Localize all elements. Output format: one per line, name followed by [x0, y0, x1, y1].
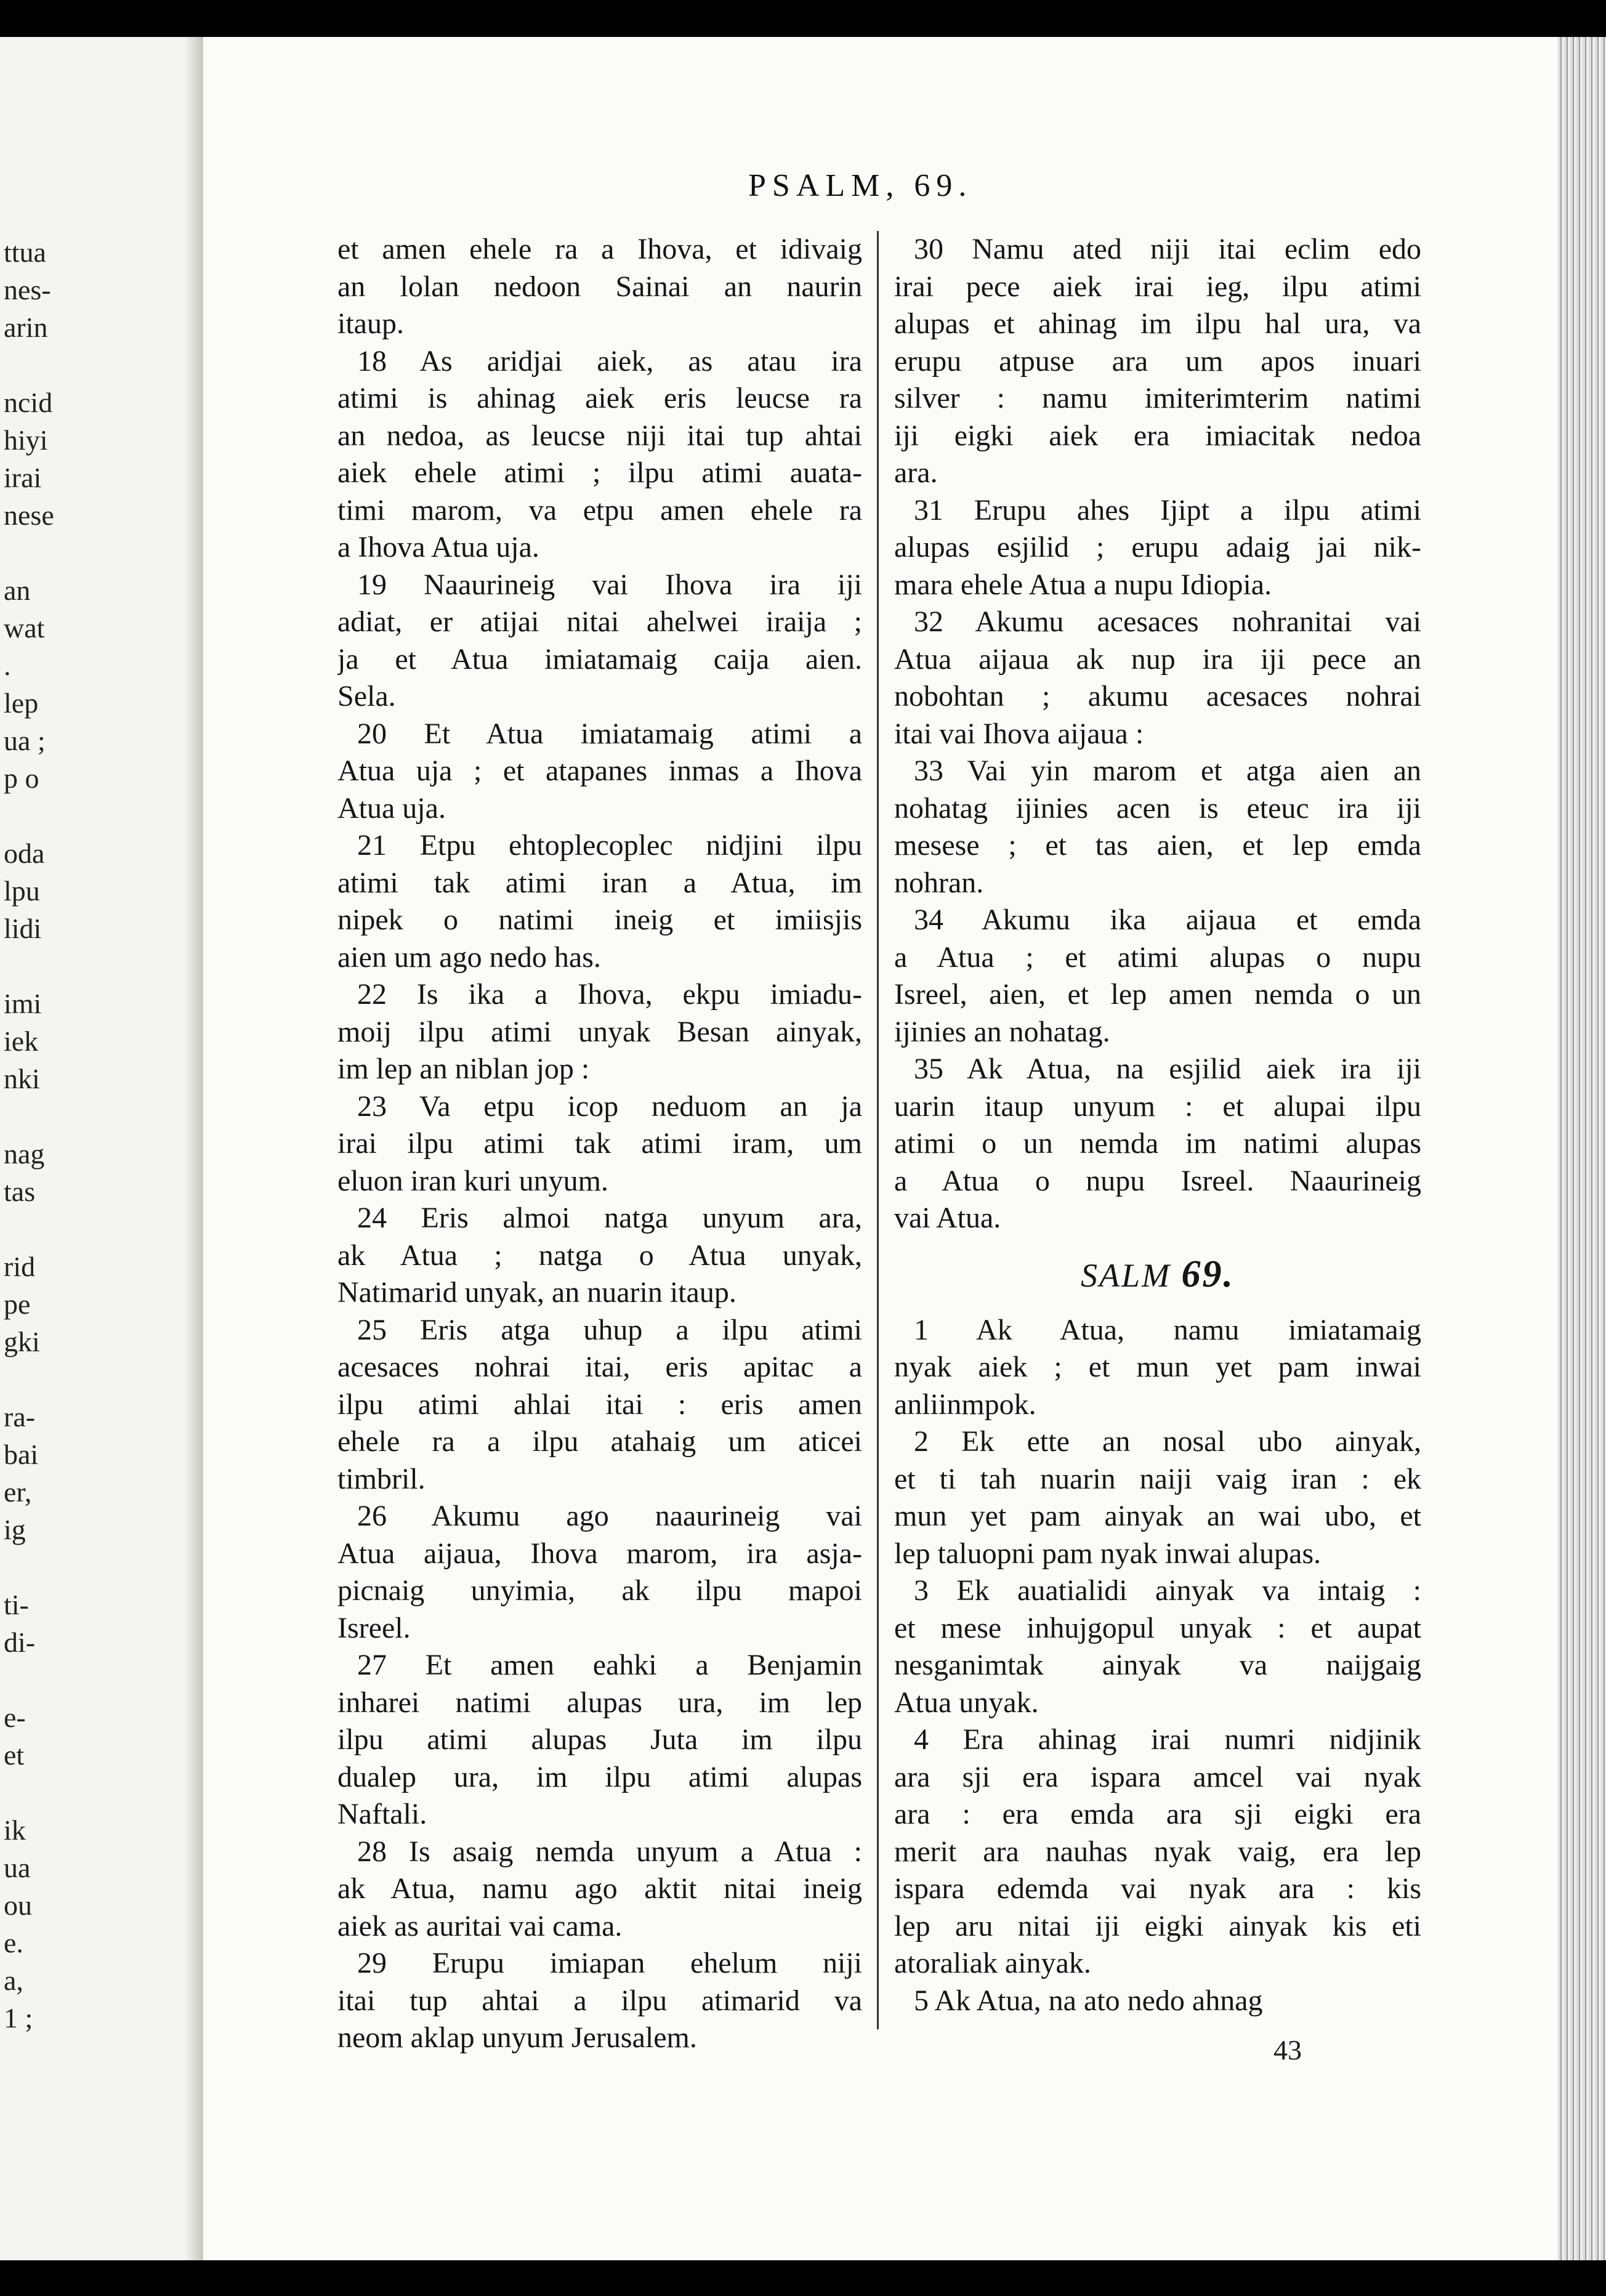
text-line: 29 Erupu imiapan ehelum niji — [357, 1947, 862, 1979]
text-line: nobohtan ; akumu acesaces nohrai — [894, 680, 1421, 713]
facing-page-line: lpu — [4, 875, 40, 907]
text-line: ilpu atimi ahlai itai : eris amen — [337, 1388, 862, 1421]
facing-page-line: nag — [4, 1138, 45, 1170]
text-line: ispara edemda vai nyak ara : kis — [894, 1872, 1421, 1905]
text-line: 31 Erupu ahes Ijipt a ilpu atimi — [914, 493, 1421, 527]
text-line: 30 Namu ated niji itai eclim edo — [914, 233, 1421, 265]
text-line: aien um ago nedo has. — [337, 940, 601, 974]
section-heading-number: 69. — [1181, 1253, 1235, 1295]
text-line: im lep an niblan jop : — [337, 1053, 590, 1085]
text-line: lep taluopni pam nyak inwai alupas. — [894, 1537, 1322, 1570]
page-edges — [1558, 37, 1606, 2260]
text-line: nesganimtak ainyak va naijgaig — [894, 1649, 1421, 1681]
facing-page-line: ik — [4, 1814, 26, 1846]
text-line: 20 Et Atua imiatamaig atimi a — [357, 717, 862, 750]
text-line: 34 Akumu ika aijaua et emda — [914, 903, 1421, 936]
text-line: Isreel, aien, et lep amen nemda o un — [894, 978, 1421, 1011]
text-line: irai ilpu atimi tak atimi iram, um — [337, 1127, 862, 1160]
facing-page-line: a, — [4, 1965, 23, 1996]
facing-page-line: lep — [4, 687, 39, 719]
text-line: atoraliak ainyak. — [894, 1947, 1091, 1979]
text-line: Sela. — [337, 680, 396, 713]
text-line: 35 Ak Atua, na esjilid aiek ira iji — [914, 1053, 1421, 1085]
text-line: mun yet pam ainyak an wai ubo, et — [894, 1500, 1421, 1532]
text-line: 27 Et amen eahki a Benjamin — [357, 1649, 862, 1681]
text-line: nipek o natimi ineig et imiisjis — [337, 903, 862, 936]
text-line: et ti tah nuarin naiji vaig iran : ek — [894, 1462, 1421, 1495]
text-line: 33 Vai yin marom et atga aien an — [914, 754, 1421, 787]
text-line: timi marom, va etpu amen ehele ra — [337, 493, 862, 527]
text-line: a Atua ; et atimi alupas o nupu — [894, 940, 1421, 974]
text-line: 18 As aridjai aiek, as atau ira — [357, 344, 862, 378]
facing-page-line: bai — [4, 1439, 39, 1470]
text-line: aiek ehele atimi ; ilpu atimi auata- — [337, 456, 862, 489]
text-line: atimi tak atimi iran a Atua, im — [337, 866, 862, 899]
text-line: 23 Va etpu icop neduom an ja — [357, 1089, 862, 1123]
facing-page-line: rid — [4, 1251, 36, 1282]
facing-page-line: p o — [4, 762, 39, 794]
text-line: itai tup ahtai a ilpu atimarid va — [337, 1984, 862, 2017]
facing-page-line: ig — [4, 1514, 26, 1545]
text-line: Natimarid unyak, an nuarin itaup. — [337, 1276, 736, 1309]
section-heading-label: SALM — [1081, 1256, 1171, 1294]
text-line: irai pece aiek irai ieg, ilpu atimi — [894, 270, 1421, 303]
text-line: 24 Eris almoi natga unyum ara, — [357, 1202, 862, 1234]
text-line: aiek as auritai vai cama. — [337, 1909, 623, 1942]
text-line: ara : era emda ara sji eigki era — [894, 1798, 1421, 1830]
text-line: lep aru nitai iji eigki ainyak kis eti — [894, 1909, 1421, 1942]
text-line: moij ilpu atimi unyak Besan ainyak, — [337, 1015, 862, 1048]
facing-page-line: . — [4, 650, 11, 681]
text-line: 1 Ak Atua, namu imiatamaig — [914, 1313, 1421, 1346]
text-line: atimi is ahinag aiek eris leucse ra — [337, 382, 862, 414]
running-header: PSALM, 69. — [748, 168, 973, 203]
text-line: ara. — [894, 456, 938, 489]
text-line: inharei natimi alupas ura, im lep — [337, 1686, 862, 1719]
text-line: 22 Is ika a Ihova, ekpu imiadu- — [357, 978, 862, 1011]
facing-page-line: 1 ; — [4, 2002, 33, 2034]
text-line: mesese ; et tas aien, et lep emda — [894, 829, 1421, 862]
facing-page-line: ou — [4, 1890, 32, 1921]
text-line: 21 Etpu ehtoplecoplec nidjini ilpu — [357, 829, 862, 862]
column-rule — [877, 231, 879, 2029]
text-line: acesaces nohrai itai, eris apitac a — [337, 1351, 862, 1383]
text-line: alupas esjilid ; erupu adaig jai nik- — [894, 531, 1421, 564]
facing-page-line: di- — [4, 1627, 36, 1658]
text-line: ak Atua ; natga o Atua unyak, — [337, 1239, 862, 1272]
facing-page-line: ua — [4, 1852, 31, 1883]
text-line: an lolan nedoon Sainai an naurin — [337, 270, 862, 303]
facing-page-line: wat — [4, 612, 45, 644]
text-line: ijinies an nohatag. — [894, 1015, 1110, 1048]
text-line: Naftali. — [337, 1798, 427, 1830]
text-line: iji eigki aiek era imiacitak nedoa — [894, 419, 1421, 452]
text-line: adiat, er atijai nitai ahelwei iraija ; — [337, 605, 862, 638]
text-line: nohatag ijinies acen is eteuc ira iji — [894, 791, 1421, 825]
facing-page-line: tas — [4, 1176, 36, 1207]
facing-page-line: e- — [4, 1702, 26, 1733]
facing-page-line: ti- — [4, 1589, 29, 1620]
text-line: Atua uja. — [337, 791, 446, 825]
facing-page-line: er, — [4, 1476, 32, 1508]
facing-page-line: oda — [4, 838, 45, 869]
text-line: 28 Is asaig nemda unyum a Atua : — [357, 1835, 862, 1868]
facing-page-line: nese — [4, 499, 54, 531]
page-number: 43 — [1273, 2034, 1302, 2066]
text-line: et amen ehele ra a Ihova, et idivaig — [337, 233, 862, 265]
facing-page-line: lidi — [4, 913, 42, 944]
text-line: an nedoa, as leucse niji itai tup ahtai — [337, 419, 862, 452]
psalm-69-text — [894, 1312, 1421, 2020]
text-line: 3 Ek auatialidi ainyak va intaig : — [914, 1574, 1421, 1607]
text-line: 4 Era ahinag irai numri nidjinik — [914, 1723, 1421, 1756]
facing-page-line: irai — [4, 462, 42, 493]
text-line: nyak aiek ; et mun yet pam inwai — [894, 1351, 1421, 1383]
text-line: mara ehele Atua a nupu Idiopia. — [894, 568, 1272, 601]
facing-page-line: arin — [4, 312, 48, 343]
text-line: atimi o un nemda im natimi alupas — [894, 1127, 1421, 1160]
text-line: 25 Eris atga uhup a ilpu atimi — [357, 1313, 862, 1346]
facing-page-line: an — [4, 575, 31, 606]
text-line: itaup. — [337, 307, 404, 340]
text-line: nohran. — [894, 866, 984, 899]
text-line: ja et Atua imiatamaig caija aien. — [337, 642, 862, 676]
text-line: Atua unyak. — [894, 1686, 1039, 1719]
text-line: uarin itaup unyum : et alupai ilpu — [894, 1089, 1421, 1123]
facing-page-line: ra- — [4, 1401, 36, 1433]
text-line: erupu atpuse ara um apos inuari — [894, 344, 1421, 378]
text-line: itai vai Ihova aijaua : — [894, 717, 1144, 750]
text-line: 5 Ak Atua, na ato nedo ahnag — [914, 1984, 1263, 2017]
text-line: picnaig unyimia, ak ilpu mapoi — [337, 1574, 862, 1607]
text-line: Atua uja ; et atapanes inmas a Ihova — [337, 754, 862, 787]
text-line: 26 Akumu ago naaurineig vai — [357, 1500, 862, 1532]
facing-page-line: imi — [4, 988, 42, 1019]
text-line: vai Atua. — [894, 1202, 1001, 1234]
text-line: merit ara nauhas nyak vaig, era lep — [894, 1835, 1421, 1868]
text-line: 32 Akumu acesaces nohranitai vai — [914, 605, 1421, 638]
text-line: alupas et ahinag im ilpu hal ura, va — [894, 307, 1421, 340]
facing-page-line: hiyi — [4, 424, 48, 456]
text-line: 2 Ek ette an nosal ubo ainyak, — [914, 1425, 1421, 1458]
text-line: ehele ra a ilpu atahaig um aticei — [337, 1425, 862, 1458]
text-line: Isreel. — [337, 1611, 411, 1644]
facing-page-line: e. — [4, 1927, 23, 1958]
facing-page-line: ttua — [4, 236, 46, 268]
text-line: neom aklap unyum Jerusalem. — [337, 2021, 697, 2054]
text-line: ilpu atimi alupas Juta im ilpu — [337, 1723, 862, 1756]
text-line: timbril. — [337, 1462, 426, 1495]
text-line: 19 Naaurineig vai Ihova ira iji — [357, 568, 862, 601]
text-line: dualep ura, im ilpu atimi alupas — [337, 1760, 862, 1793]
text-line: ara sji era ispara amcel vai nyak — [894, 1760, 1421, 1793]
facing-page-line: ua ; — [4, 725, 46, 756]
facing-page-line: et — [4, 1739, 25, 1771]
text-line: a Atua o nupu Isreel. Naaurineig — [894, 1164, 1421, 1197]
text-line: anliinmpok. — [894, 1388, 1036, 1421]
text-line: eluon iran kuri unyum. — [337, 1164, 608, 1197]
facing-page-line: nes- — [4, 274, 51, 305]
text-line: ak Atua, namu ago aktit nitai ineig — [337, 1872, 862, 1905]
facing-page-line: pe — [4, 1288, 31, 1320]
section-heading — [894, 1237, 1421, 1312]
text-column-right — [894, 231, 1421, 2019]
text-line: Atua aijaua, Ihova marom, ira asja- — [337, 1537, 862, 1570]
text-line: Atua aijaua ak nup ira iji pece an — [894, 642, 1421, 676]
text-line: a Ihova Atua uja. — [337, 531, 539, 564]
facing-page-line: ncid — [4, 387, 53, 418]
psalm-68-continuation — [894, 231, 1421, 1237]
facing-page-line: iek — [4, 1025, 39, 1057]
facing-page-line: gki — [4, 1326, 40, 1357]
text-column-left — [337, 231, 862, 2057]
text-line: silver : namu imiterimterim natimi — [894, 382, 1421, 414]
facing-page-line: nki — [4, 1063, 40, 1094]
text-line: et mese inhujgopul unyak : et aupat — [894, 1611, 1421, 1644]
facing-page-fragment — [0, 37, 196, 2260]
